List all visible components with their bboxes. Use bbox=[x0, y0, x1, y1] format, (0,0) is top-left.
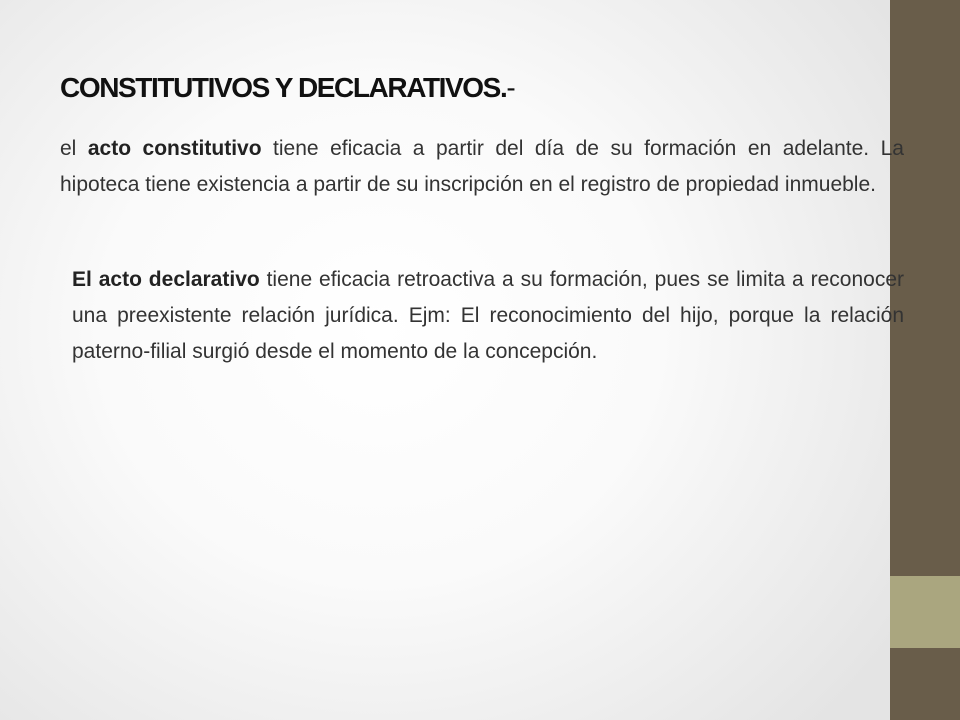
paragraph-bold-term: acto constitutivo bbox=[87, 137, 262, 160]
paragraph-constitutivo bbox=[60, 131, 904, 203]
decorative-sidebar-accent bbox=[890, 576, 960, 648]
paragraph-body: tiene eficacia a partir del día de su formación en adelante. La hipoteca tiene existencia a partir de su inscripción en el registro de propiedad inmueble. bbox=[60, 137, 904, 196]
paragraph-lead: el bbox=[60, 137, 88, 160]
slide-title bbox=[60, 72, 516, 104]
slide-title-text: CONSTITUTIVOS Y DECLARATIVOS. bbox=[60, 72, 507, 103]
slide-title-suffix: - bbox=[506, 72, 516, 103]
paragraph-body: tiene eficacia retroactiva a su formación, pues se limita a reconocer una preexistente relación jurídica. Ejm: El reconocimiento del hijo, porque la relación paterno-filial surgió desde el momento de la concepción. bbox=[72, 268, 904, 363]
paragraph-bold-term: El acto declarativo bbox=[72, 268, 260, 291]
paragraph-declarativo bbox=[72, 262, 904, 370]
